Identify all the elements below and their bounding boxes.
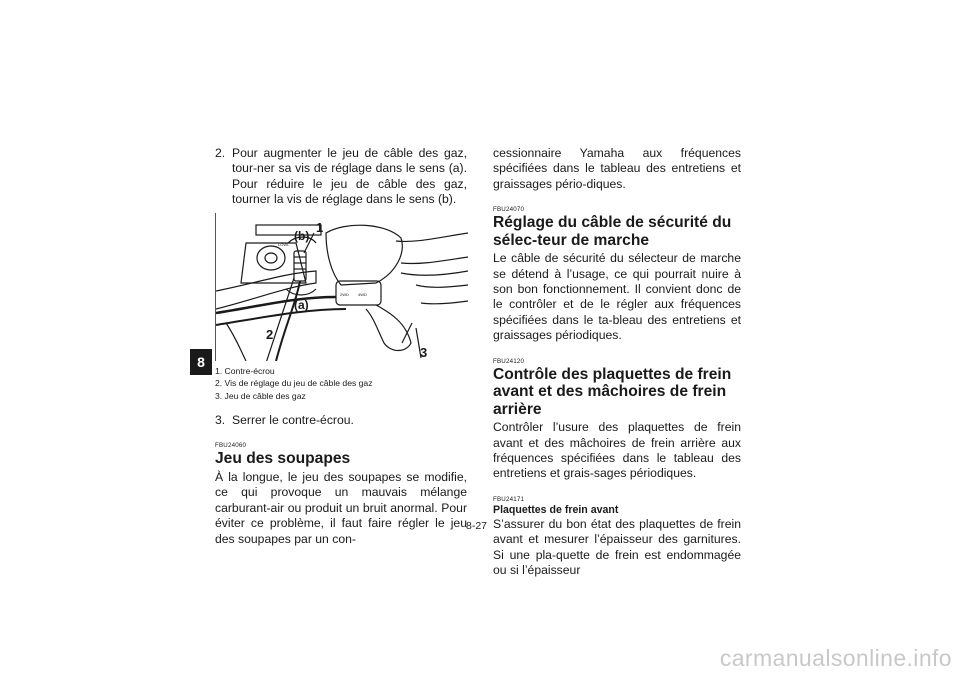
caption-3: 3. Jeu de câble des gaz <box>215 391 306 402</box>
section-code: FBU24120 <box>493 357 525 365</box>
step-3 <box>215 413 467 428</box>
step-2-number: 2. <box>215 146 226 160</box>
page-number: 8-27 <box>466 520 488 532</box>
caption-2: 2. Vis de réglage du jeu de câble des gaz <box>215 378 373 389</box>
step-3-number: 3. <box>215 413 226 428</box>
left-column <box>215 146 467 547</box>
step-2-text: Pour augmenter le jeu de câble des gaz, tour-ner sa vis de réglage dans le sens (a). Pour réduire le jeu de câble des gaz, tourner la vis de réglage dans le sens (b). <box>232 146 467 207</box>
label-2wd: 2WD <box>340 291 349 297</box>
label-4wd: 4WD <box>358 291 367 297</box>
caption-1: 1. Contre-écrou <box>215 365 275 376</box>
step-2 <box>215 146 467 208</box>
continued-paragraph: cessionnaire Yamaha aux fréquences spécifiées dans le tableau des entretiens et graissages pério-diques. <box>493 146 741 191</box>
label-a: (a) <box>294 297 309 312</box>
label-3: 3 <box>420 344 428 360</box>
section-code: FBU24070 <box>493 206 525 214</box>
label-1: 1 <box>316 219 324 235</box>
section-heading-brakes: Contrôle des plaquettes de frein avant et des mâchoires de frein arrière <box>493 365 732 418</box>
label-b: (b) <box>294 228 310 243</box>
valves-paragraph: À la longue, le jeu des soupapes se modifie, ce qui provoque un mauvais mélange carburant-air ou produit un bruit anormal. Pour éviter ce problème, il faut faire régler le jeu des soupapes par un con- <box>215 469 467 546</box>
section-heading-valves: Jeu des soupapes <box>215 450 351 468</box>
brakes-paragraph: Contrôler l’usure des plaquettes de frein avant et des mâchoires de frein arrière aux fréquences spécifiées dans le tableau des entretiens et grais-sages périodiques. <box>493 420 741 481</box>
chapter-tab: 8 <box>190 349 212 375</box>
subheading-front-pads: Plaquettes de frein avant <box>493 503 619 516</box>
shift-cable-paragraph: Le câble de sécurité du sélecteur de marche se détend à l’usage, ce qui pourrait nuire à son bon fonctionnement. Il convient donc de le contrôler et de le régler aux fréquences spécifiées dans le ta-bleau des entretiens et graissages périodiques. <box>493 251 741 343</box>
section-code: FBU24060 <box>215 442 247 450</box>
section-code: FBU24171 <box>493 495 525 503</box>
right-column <box>493 146 741 578</box>
figure-captions <box>215 365 467 403</box>
label-lowl: LOWL <box>278 241 290 247</box>
section-heading-shift-cable: Réglage du câble de sécurité du sélec-teur de marche <box>493 214 732 249</box>
label-2: 2 <box>266 326 274 342</box>
step-3-text: Serrer le contre-écrou. <box>232 413 354 428</box>
front-pads-paragraph: S’assurer du bon état des plaquettes de frein avant et mesurer l’épaisseur des garnitures. Si une pla-quette de frein est endommagée ou si l’épaisseur <box>493 516 741 577</box>
throttle-illustration <box>216 213 468 361</box>
watermark: carmanualsonline.info <box>719 645 952 671</box>
throttle-cable-figure <box>215 213 468 361</box>
